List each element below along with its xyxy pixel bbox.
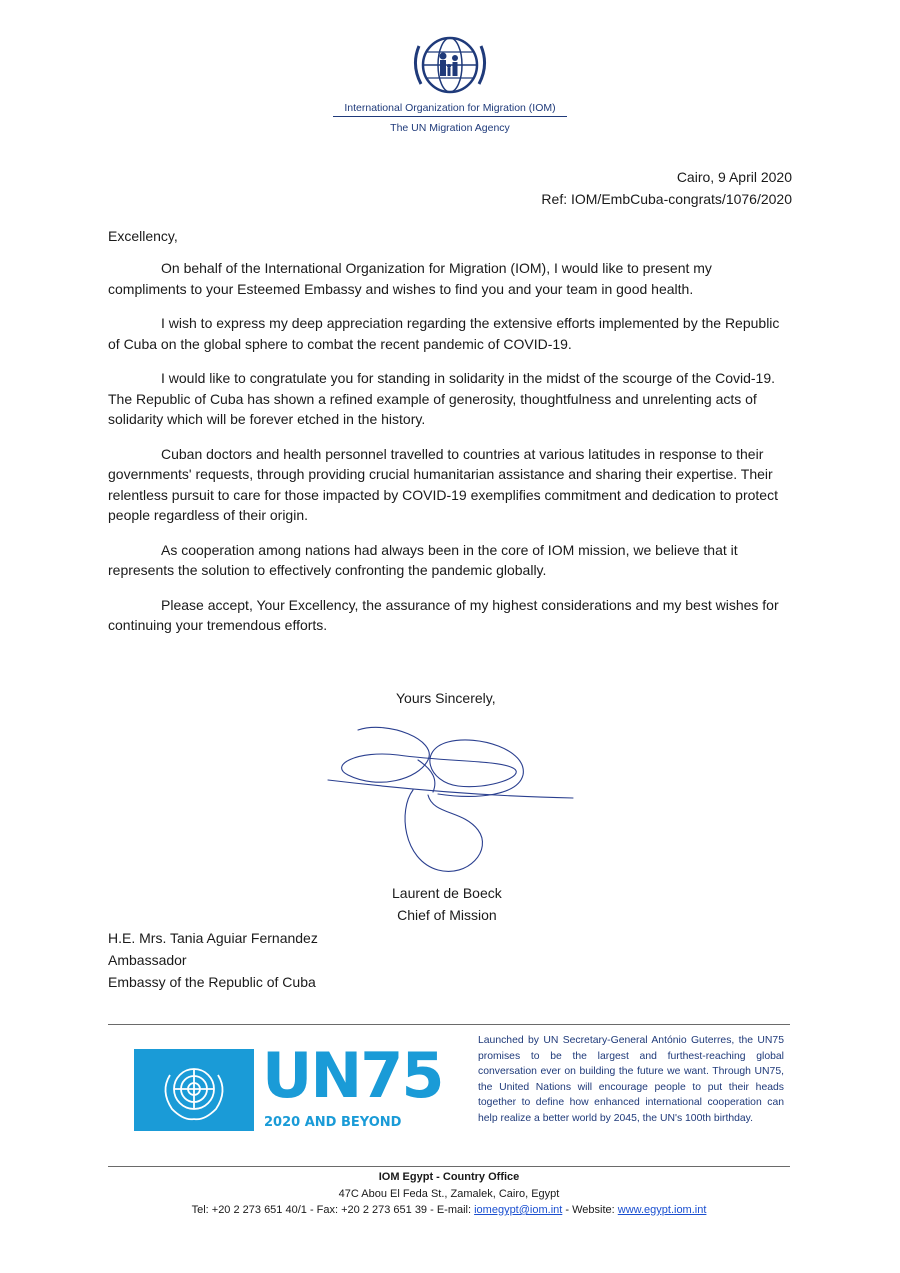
closing: Yours Sincerely, (396, 690, 496, 706)
signature (318, 720, 578, 880)
recipient-block (108, 927, 318, 993)
signer-block (392, 882, 502, 926)
un75-wordmark: UN75 (262, 1039, 443, 1112)
agency-name: The UN Migration Agency (390, 122, 510, 134)
recipient-name: H.E. Mrs. Tania Aguiar Fernandez (108, 930, 318, 946)
place-date: Cairo, 9 April 2020 (676, 169, 792, 185)
letter-body (108, 258, 794, 650)
paragraph: On behalf of the International Organization for Migration (IOM), I would like to present my compliments to your Esteemed Embassy and wishes to find you and your team in good health. (108, 260, 712, 297)
un75-tagline: 2020 AND BEYOND (264, 1115, 402, 1130)
recipient-title: Ambassador (108, 952, 187, 968)
footer-address: 47C Abou El Feda St., Zamalek, Cairo, Egypt (338, 1187, 560, 1200)
un-emblem-square (134, 1049, 254, 1131)
footer-office: IOM Egypt - Country Office (378, 1171, 520, 1183)
paragraph: Cuban doctors and health personnel travelled to countries at various latitudes in response to their governments' requests, through providing crucial humanitarian assistance and sharing their expertise. Their relentless pursuit to care for those impacted by COVID-19 exemplifies commitment and dedication to protect people regardless of their origin. (108, 445, 778, 523)
recipient-organization: Embassy of the Republic of Cuba (108, 974, 316, 990)
org-name: International Organization for Migration (IOM) (333, 102, 567, 117)
paragraph: Please accept, Your Excellency, the assurance of my highest considerations and my best wishes for continuing your tremendous efforts. (108, 596, 779, 633)
dateline (541, 166, 792, 210)
un-emblem-icon (134, 1049, 254, 1131)
iom-emblem-icon (413, 32, 487, 98)
footer-contact (108, 1202, 790, 1219)
email-link[interactable]: iomegypt@iom.int (474, 1204, 563, 1216)
footer (108, 1169, 790, 1219)
paragraph: I would like to congratulate you for standing in solidarity in the midst of the scourge of the Covid-19. The Republic of Cuba has shown a refined example of generosity, thoughtfulness and unrelenting acts of solidarity which will be forever etched in the history. (108, 370, 776, 427)
un75-description: Launched by UN Secretary-General António Guterres, the UN75 promises to be the largest and furthest-reaching global conversation ever on building the future we want. Through UN75, the United Nations will encourage people to put their heads together to define how enhanced international cooperation can help realize a better world by 2045, the UN's 100th birthday. (478, 1035, 784, 1124)
website-link[interactable]: www.egypt.iom.int (617, 1204, 707, 1216)
paragraph: I wish to express my deep appreciation regarding the extensive efforts implemented by the Republic of Cuba on the global sphere to combat the recent pandemic of COVID-19. (108, 315, 780, 352)
footer-website-prefix: - Website: (562, 1204, 618, 1216)
signer-name: Laurent de Boeck (392, 885, 502, 901)
iom-logo (333, 30, 567, 140)
divider (108, 1024, 790, 1025)
salutation: Excellency, (108, 228, 178, 244)
signer-title: Chief of Mission (397, 907, 497, 923)
footer-contact-prefix: Tel: +20 2 273 651 40/1 - Fax: +20 2 273 651 39 - E-mail: (191, 1204, 475, 1216)
divider (108, 1166, 790, 1167)
reference-number: Ref: IOM/EmbCuba-congrats/1076/2020 (541, 191, 792, 207)
paragraph: As cooperation among nations had always been in the core of IOM mission, we believe that it represents the solution to effectively confronting the pandemic globally. (108, 541, 738, 578)
un75-logo (134, 1039, 446, 1131)
